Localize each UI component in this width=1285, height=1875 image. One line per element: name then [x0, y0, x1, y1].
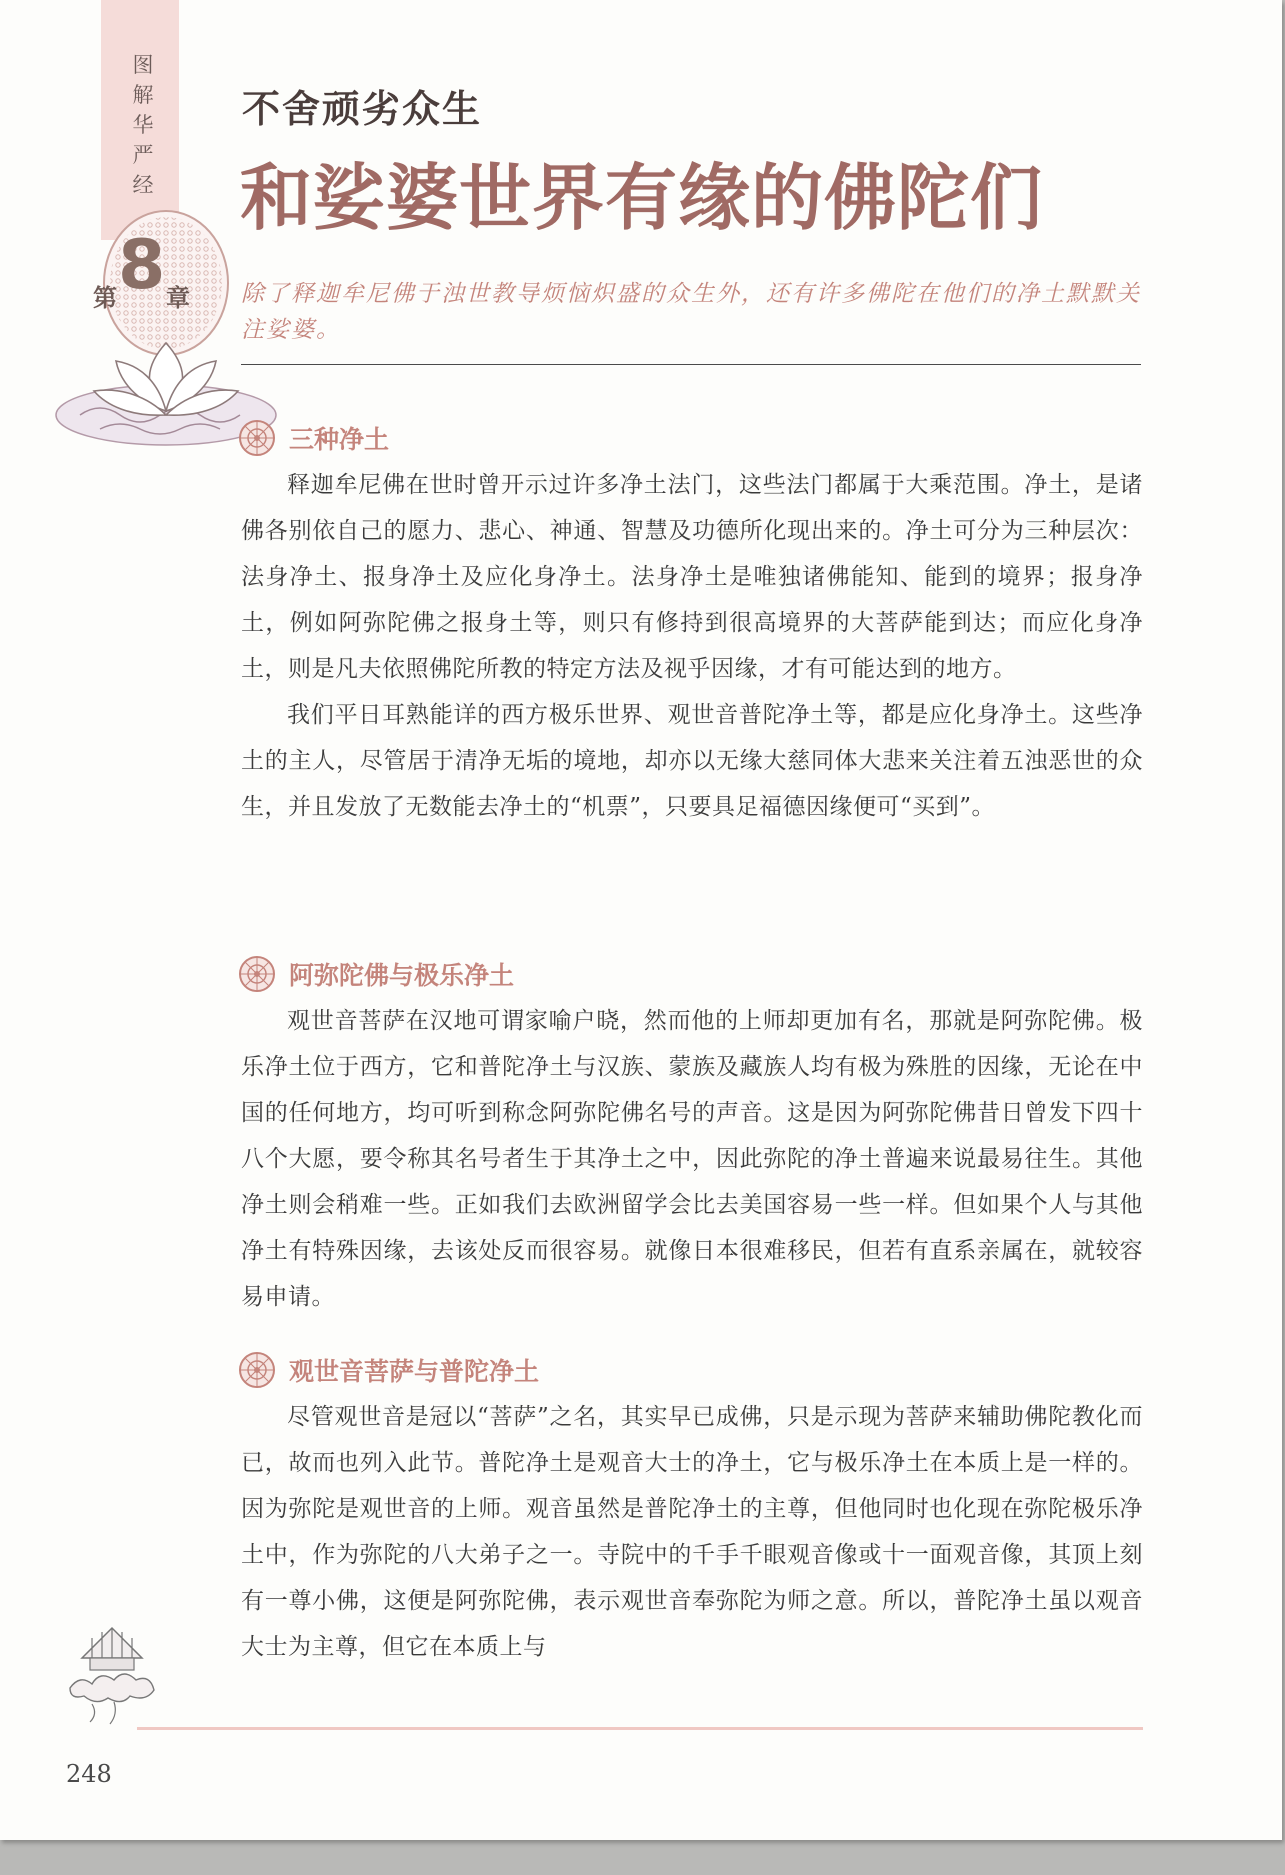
divider	[241, 364, 1141, 365]
chapter-prefix: 第	[93, 284, 117, 312]
footer-rule	[137, 1727, 1143, 1730]
paragraph: 释迦牟尼佛在世时曾开示过许多净土法门，这些法门都属于大乘范围。净土，是诸佛各别依自己的愿力、悲心、神通、智慧及功德所化现出来的。净土可分为三种层次：法身净土、报身净土及应化身净土。法身净土是唯独诸佛能知、能到的境界；报身净土，例如阿弥陀佛之报身土等，则只有修持到很高境界的大菩萨能到达；而应化身净土，则是凡夫依照佛陀所教的特定方法及视乎因缘，才有可能达到的地方。	[241, 472, 1143, 682]
chapter-suffix: 章	[166, 284, 190, 312]
paragraph: 尽管观世音是冠以“菩萨”之名，其实早已成佛，只是示现为菩萨来辅助佛陀教化而已，故而也列入此节。普陀净土是观音大士的净土，它与极乐净土在本质上是一样的。因为弥陀是观世音的上师。观音虽然是普陀净土的主尊，但他同时也化现在弥陀极乐净土中，作为弥陀的八大弟子之一。寺院中的千手千眼观音像或十一面观音像，其顶上刻有一尊小佛，这便是阿弥陀佛，表示观世音奉弥陀为师之意。所以，普陀净土虽以观音大士为主尊，但它在本质上与	[241, 1404, 1143, 1660]
section-heading	[237, 418, 1143, 458]
series-title: 图解华严经	[132, 53, 154, 197]
dharma-wheel-icon	[237, 1350, 279, 1390]
page-number: 248	[66, 1760, 112, 1788]
dharma-wheel-icon	[237, 418, 279, 458]
section-title: 观世音菩萨与普陀净土	[289, 1357, 540, 1386]
chapter-intro: 除了释迦牟尼佛于浊世教导烦恼炽盛的众生外，还有许多佛陀在他们的净土默默关注娑婆。	[241, 281, 1141, 343]
chapter-number: 8	[118, 226, 166, 305]
chapter-subtitle: 不舍顽劣众生	[242, 86, 483, 131]
section-title: 阿弥陀佛与极乐净土	[289, 961, 515, 990]
section-three-pure-lands	[241, 418, 1143, 830]
section-heading	[237, 954, 1143, 994]
paragraph: 观世音菩萨在汉地可谓家喻户晓，然而他的上师却更加有名，那就是阿弥陀佛。极乐净土位于西方，它和普陀净土与汉族、蒙族及藏族人均有极为殊胜的因缘，无论在中国的任何地方，均可听到称念阿弥陀佛名号的声音。这是因为阿弥陀佛昔日曾发下四十八个大愿，要令称其名号者生于其净土之中，因此弥陀的净土普遍来说最易往生。其他净土则会稍难一些。正如我们去欧洲留学会比去美国容易一些一样。但如果个人与其他净土有特殊因缘，去该处反而很容易。就像日本很难移民，但若有直系亲属在，就较容易申请。	[241, 1008, 1143, 1310]
cloud-ornament-icon	[62, 1618, 162, 1728]
section-avalokiteshvara	[241, 1350, 1143, 1670]
section-heading	[237, 1350, 1143, 1390]
section-title: 三种净土	[289, 425, 390, 454]
paragraph: 我们平日耳熟能详的西方极乐世界、观世音普陀净土等，都是应化身净土。这些净土的主人，尽管居于清净无垢的境地，却亦以无缘大慈同体大悲来关注着五浊恶世的众生，并且发放了无数能去净土的“机票”，只要具足福德因缘便可“买到”。	[241, 702, 1143, 820]
chapter-title: 和娑婆世界有缘的佛陀们	[240, 155, 1044, 240]
section-amitabha	[241, 954, 1143, 1320]
dharma-wheel-icon	[237, 954, 279, 994]
